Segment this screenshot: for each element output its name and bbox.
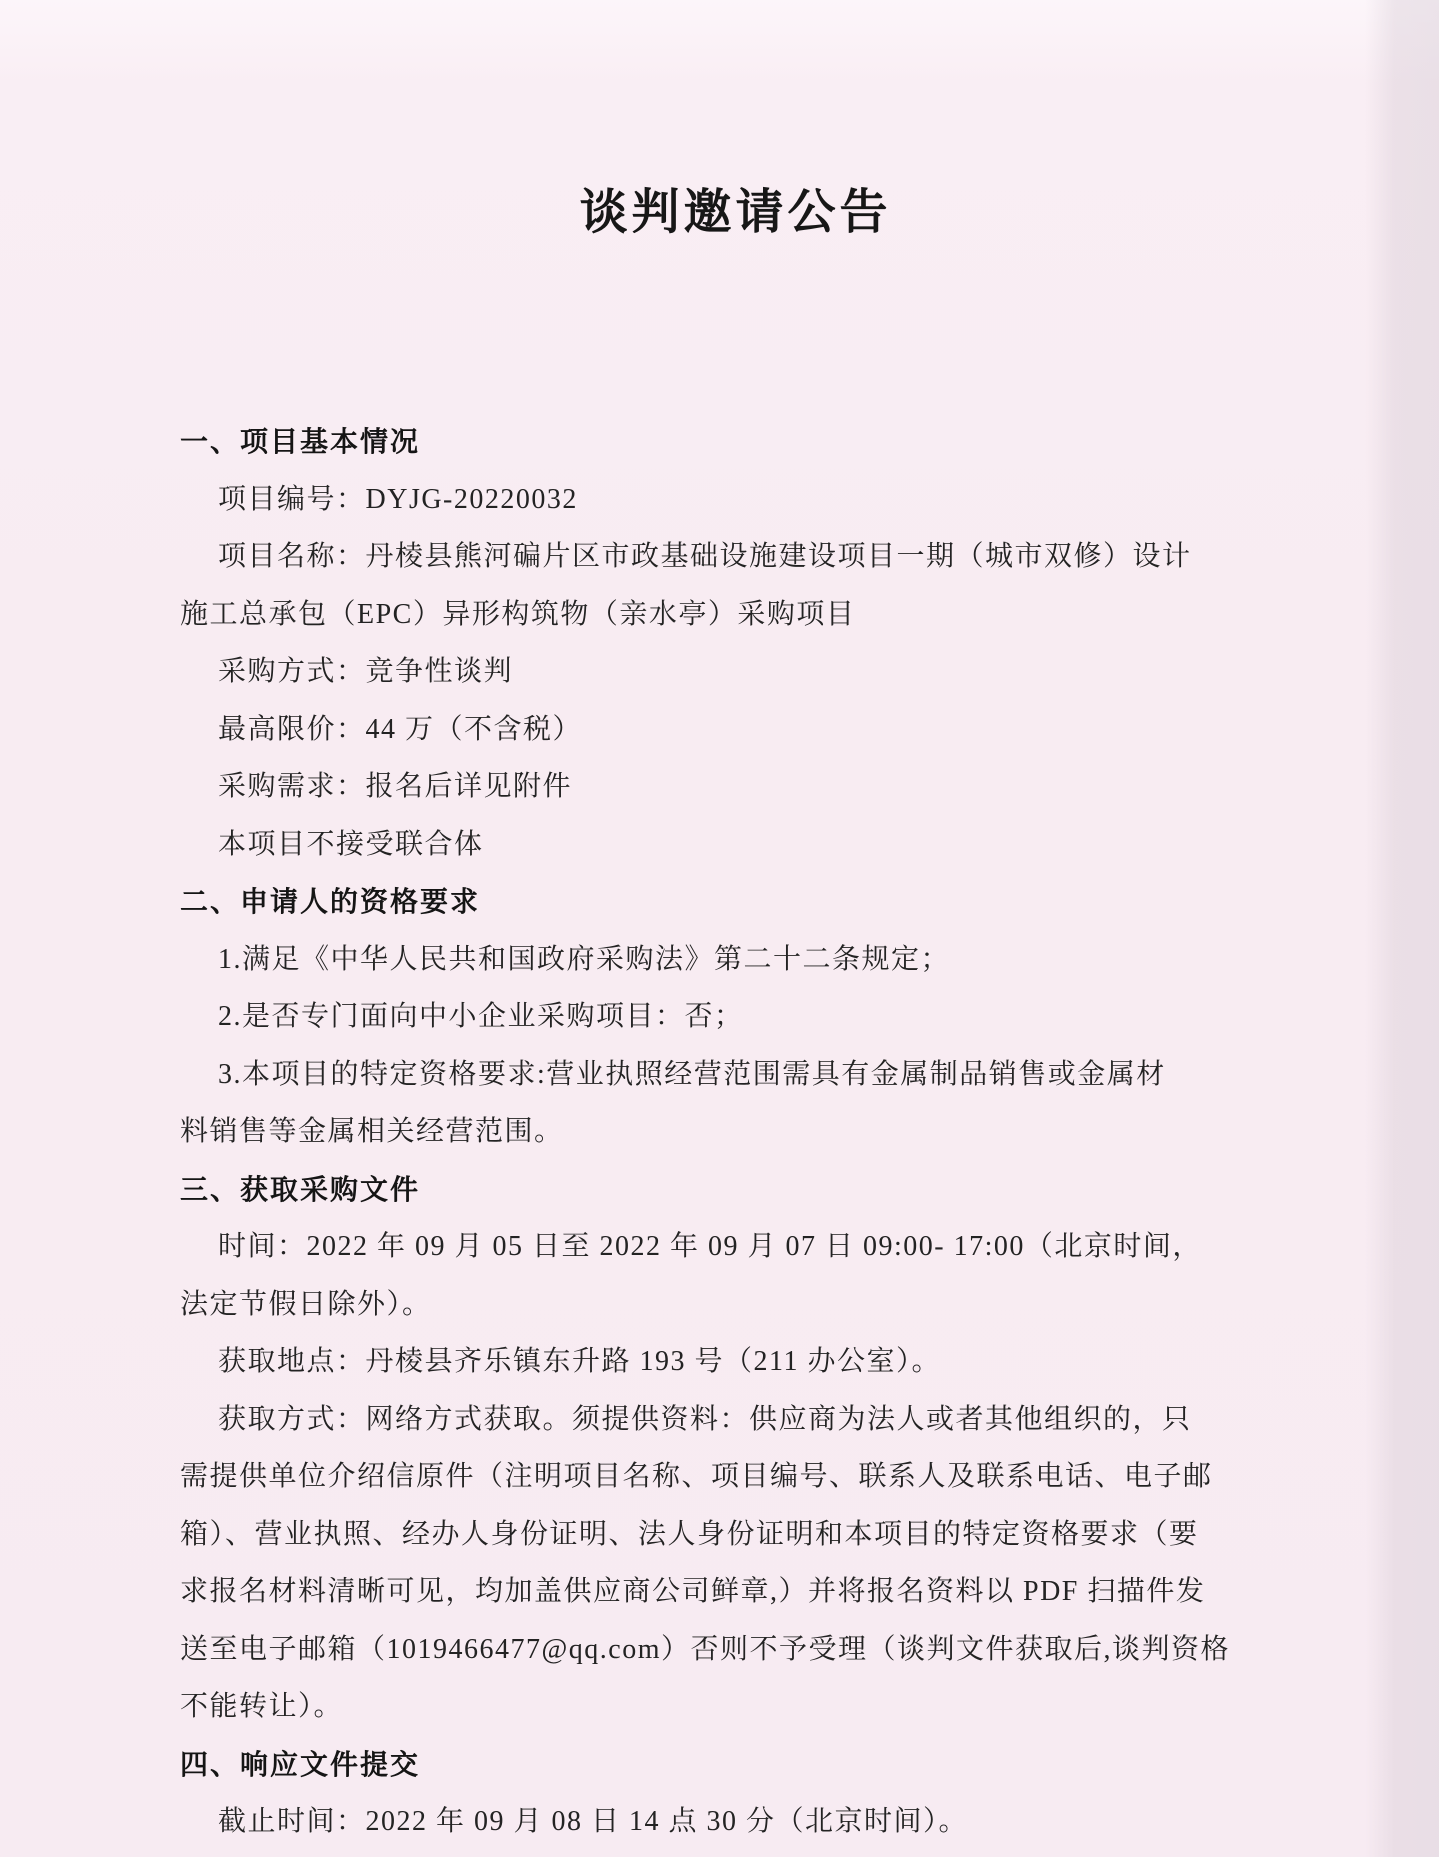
doc-line-project-name-1: 项目名称：丹棱县熊河碥片区市政基础设施建设项目一期（城市双修）设计 [218,541,1192,572]
doc-line-obtain-location: 获取地点：丹棱县齐乐镇东升路 193 号（211 办公室）。 [218,1346,941,1377]
doc-line-price-limit: 最高限价：44 万（不含税） [218,713,583,745]
doc-line-project-number: 项目编号：DYJG-20220032 [218,483,578,515]
doc-line-obtain-method-3: 箱）、营业执照、经办人身份证明、法人身份证明和本项目的特定资格要求（要 [180,1518,1199,1550]
doc-line-procurement-method: 采购方式：竞争性谈判 [218,656,514,687]
doc-line-submission-deadline: 截止时间：2022 年 09 月 08 日 14 点 30 分（北京时间）。 [218,1806,969,1837]
scan-artifact-top [0,0,1439,86]
doc-line-project-name-2: 施工总承包（EPC）异形构筑物（亲水亭）采购项目 [180,598,856,630]
doc-line-obtain-method-1: 获取方式：网络方式获取。须提供资料：供应商为法人或者其他组织的，只 [218,1403,1192,1435]
section-heading-obtain-documents: 三、获取采购文件 [180,1173,421,1205]
document-body [180,413,1295,1851]
scan-artifact-right-band [1365,0,1439,1857]
doc-line-obtain-time-1: 时间：2022 年 09 月 05 日至 2022 年 09 月 07 日 09:00- 17:00（北京时间， [218,1231,1202,1262]
doc-line-obtain-method-6: 不能转让）。 [180,1691,344,1722]
doc-line-no-consortium: 本项目不接受联合体 [218,828,484,860]
doc-line-qualification-1: 1.满足《中华人民共和国政府采购法》第二十二条规定； [218,943,951,975]
doc-line-qualification-3a: 3.本项目的特定资格要求:营业执照经营范围需具有金属制品销售或金属材 [218,1058,1166,1090]
doc-line-obtain-method-2: 需提供单位介绍信原件（注明项目名称、项目编号、联系人及联系电话、电子邮 [180,1461,1213,1492]
doc-line-qualification-3b: 料销售等金属相关经营范围。 [180,1116,564,1147]
doc-line-obtain-time-2: 法定节假日除外）。 [180,1288,432,1320]
document-title: 谈判邀请公告 [579,186,892,239]
doc-line-procurement-demand: 采购需求：报名后详见附件 [218,771,573,802]
section-heading-applicant-qualifications: 二、申请人的资格要求 [180,886,481,917]
section-heading-response-submission: 四、响应文件提交 [180,1748,421,1780]
doc-line-qualification-2: 2.是否专门面向中小企业采购项目：否； [218,1001,744,1032]
section-heading-project-basic-info: 一、项目基本情况 [180,426,421,457]
doc-line-obtain-method-4: 求报名材料清晰可见，均加盖供应商公司鲜章,）并将报名资料以 PDF 扫描件发 [180,1576,1206,1607]
doc-line-obtain-method-5: 送至电子邮箱（1019466477@qq.com）否则不予受理（谈判文件获取后,谈判资格 [180,1633,1230,1665]
